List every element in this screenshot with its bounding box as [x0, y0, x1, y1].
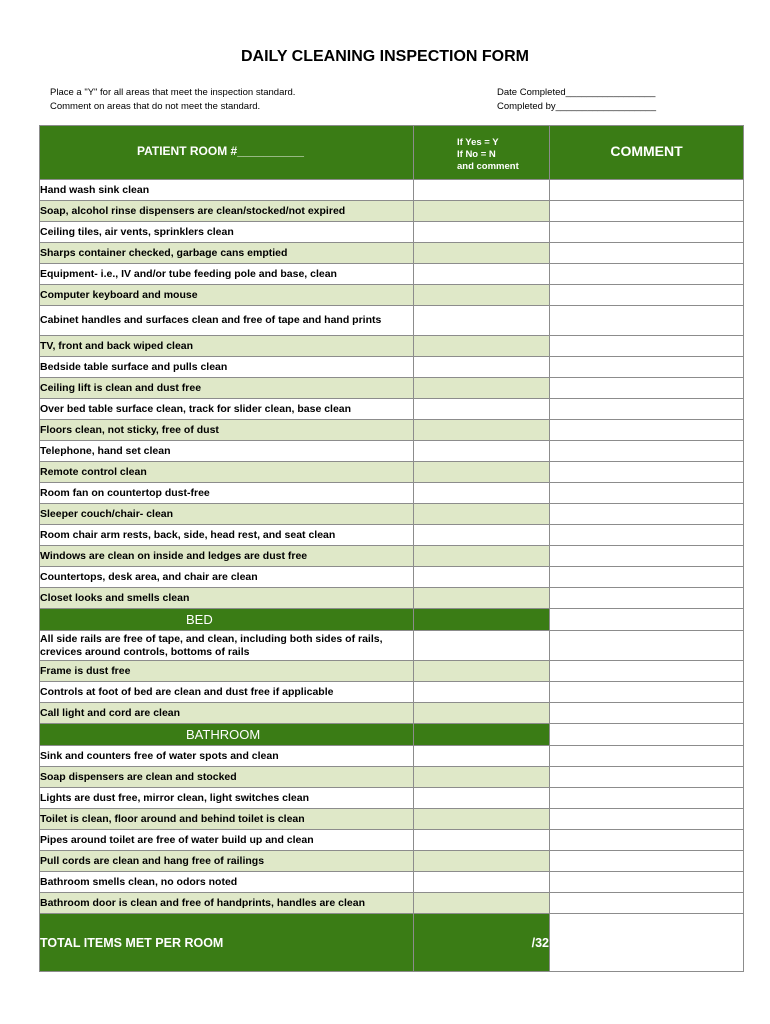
table-row [40, 201, 744, 222]
comment-cell[interactable] [550, 264, 744, 285]
total-value: /32 [414, 914, 550, 972]
section-header [40, 724, 744, 746]
yes-no-cell[interactable] [414, 788, 550, 809]
item-label: Equipment- i.e., IV and/or tube feeding pole and base, clean [40, 264, 414, 285]
table-header [40, 126, 744, 180]
yes-no-cell[interactable] [414, 201, 550, 222]
item-label: Toilet is clean, floor around and behind toilet is clean [40, 809, 414, 830]
yes-no-cell[interactable] [414, 243, 550, 264]
yes-no-cell[interactable] [414, 483, 550, 504]
item-label: Soap dispensers are clean and stocked [40, 767, 414, 788]
table-row [40, 567, 744, 588]
item-label: Lights are dust free, mirror clean, light switches clean [40, 788, 414, 809]
table-row [40, 378, 744, 399]
table-row [40, 809, 744, 830]
yes-no-cell[interactable] [414, 357, 550, 378]
comment-cell[interactable] [550, 285, 744, 306]
section-fill [414, 609, 550, 631]
item-label: Remote control clean [40, 462, 414, 483]
yes-no-cell[interactable] [414, 567, 550, 588]
section-title: BATHROOM [40, 724, 414, 746]
date-completed-field[interactable]: Date Completed_________________ [497, 87, 656, 98]
item-label: Frame is dust free [40, 661, 414, 682]
yes-no-cell[interactable] [414, 285, 550, 306]
item-label: Bathroom door is clean and free of handprints, handles are clean [40, 893, 414, 914]
yes-no-cell[interactable] [414, 264, 550, 285]
comment-cell[interactable] [550, 243, 744, 264]
table-row [40, 399, 744, 420]
table-row [40, 504, 744, 525]
comment-cell[interactable] [550, 746, 744, 767]
table-row [40, 682, 744, 703]
yes-no-cell[interactable] [414, 746, 550, 767]
comment-cell[interactable] [550, 809, 744, 830]
comment-cell[interactable] [550, 420, 744, 441]
yes-no-cell[interactable] [414, 872, 550, 893]
comment-cell[interactable] [550, 661, 744, 682]
comment-cell[interactable] [550, 201, 744, 222]
table-row [40, 306, 744, 336]
table-row [40, 851, 744, 872]
completed-by-field[interactable]: Completed by___________________ [497, 101, 656, 112]
item-label: TV, front and back wiped clean [40, 336, 414, 357]
yes-no-cell[interactable] [414, 682, 550, 703]
table-row [40, 546, 744, 567]
comment-cell[interactable] [550, 180, 744, 201]
comment-cell[interactable] [550, 588, 744, 609]
item-label: Over bed table surface clean, track for slider clean, base clean [40, 399, 414, 420]
item-label: Sharps container checked, garbage cans emptied [40, 243, 414, 264]
item-label: Sink and counters free of water spots and clean [40, 746, 414, 767]
comment-cell[interactable] [550, 504, 744, 525]
table-row [40, 420, 744, 441]
comment-cell[interactable] [550, 703, 744, 724]
section-header [40, 609, 744, 631]
comment-cell[interactable] [550, 546, 744, 567]
total-label: TOTAL ITEMS MET PER ROOM [40, 914, 414, 972]
yes-no-cell[interactable] [414, 222, 550, 243]
table-row [40, 357, 744, 378]
comment-cell[interactable] [550, 631, 744, 661]
section-comment-cell [550, 724, 744, 746]
comment-cell[interactable] [550, 767, 744, 788]
yes-no-cell[interactable] [414, 306, 550, 336]
item-label: All side rails are free of tape, and clean, including both sides of rails, crevices around controls, bottoms of rails [40, 631, 414, 661]
yes-no-cell[interactable] [414, 441, 550, 462]
yes-no-cell[interactable] [414, 399, 550, 420]
instruction-line-1: Place a "Y" for all areas that meet the inspection standard. [50, 87, 296, 98]
yes-no-cell[interactable] [414, 851, 550, 872]
comment-cell[interactable] [550, 483, 744, 504]
yes-no-cell[interactable] [414, 703, 550, 724]
table-row [40, 336, 744, 357]
item-label: Ceiling lift is clean and dust free [40, 378, 414, 399]
item-label: Sleeper couch/chair- clean [40, 504, 414, 525]
yes-no-cell[interactable] [414, 588, 550, 609]
yes-rule: If Yes = Y [457, 137, 499, 148]
yes-no-cell[interactable] [414, 336, 550, 357]
item-label: Controls at foot of bed are clean and dust free if applicable [40, 682, 414, 703]
no-rule: If No = N [457, 149, 496, 160]
yes-no-cell[interactable] [414, 767, 550, 788]
comment-cell[interactable] [550, 378, 744, 399]
table-row [40, 767, 744, 788]
table-row [40, 703, 744, 724]
yes-no-header [414, 126, 550, 180]
item-label: Cabinet handles and surfaces clean and free of tape and hand prints [40, 306, 414, 336]
comment-cell[interactable] [550, 399, 744, 420]
section-fill [414, 724, 550, 746]
comment-cell[interactable] [550, 357, 744, 378]
item-label: Countertops, desk area, and chair are clean [40, 567, 414, 588]
table-row [40, 893, 744, 914]
table-row [40, 483, 744, 504]
item-label: Hand wash sink clean [40, 180, 414, 201]
section-title: BED [40, 609, 414, 631]
table-row [40, 525, 744, 546]
comment-cell[interactable] [550, 306, 744, 336]
item-label: Bedside table surface and pulls clean [40, 357, 414, 378]
item-label: Room chair arm rests, back, side, head rest, and seat clean [40, 525, 414, 546]
item-label: Pipes around toilet are free of water build up and clean [40, 830, 414, 851]
comment-label: COMMENT [610, 143, 683, 159]
yes-no-cell[interactable] [414, 525, 550, 546]
item-label: Floors clean, not sticky, free of dust [40, 420, 414, 441]
table-row [40, 588, 744, 609]
comment-cell[interactable] [550, 222, 744, 243]
table-row [40, 222, 744, 243]
comment-cell[interactable] [550, 525, 744, 546]
yes-no-cell[interactable] [414, 546, 550, 567]
table-row [40, 441, 744, 462]
patient-room-header [40, 126, 414, 180]
item-label: Telephone, hand set clean [40, 441, 414, 462]
yes-no-cell[interactable] [414, 893, 550, 914]
yes-no-cell[interactable] [414, 462, 550, 483]
yes-no-cell[interactable] [414, 661, 550, 682]
item-label: Windows are clean on inside and ledges are dust free [40, 546, 414, 567]
comment-cell[interactable] [550, 893, 744, 914]
table-row [40, 180, 744, 201]
yes-no-cell[interactable] [414, 378, 550, 399]
comment-header [550, 126, 744, 180]
item-label: Computer keyboard and mouse [40, 285, 414, 306]
patient-room-label: PATIENT ROOM #__________ [137, 144, 304, 158]
yes-no-cell[interactable] [414, 504, 550, 525]
item-label: Bathroom smells clean, no odors noted [40, 872, 414, 893]
table-row [40, 830, 744, 851]
table-row [40, 661, 744, 682]
table-row [40, 872, 744, 893]
item-label: Room fan on countertop dust-free [40, 483, 414, 504]
comment-cell[interactable] [550, 567, 744, 588]
item-label: Pull cords are clean and hang free of railings [40, 851, 414, 872]
section-comment-cell [550, 609, 744, 631]
comment-cell[interactable] [550, 336, 744, 357]
comment-cell[interactable] [550, 872, 744, 893]
table-row [40, 746, 744, 767]
comment-cell[interactable] [550, 830, 744, 851]
yes-no-cell[interactable] [414, 180, 550, 201]
comment-cell[interactable] [550, 462, 744, 483]
total-row [40, 914, 744, 972]
yes-no-cell[interactable] [414, 830, 550, 851]
item-label: Closet looks and smells clean [40, 588, 414, 609]
table-row [40, 462, 744, 483]
comment-cell[interactable] [550, 788, 744, 809]
total-comment-cell[interactable] [550, 914, 744, 972]
table-row [40, 243, 744, 264]
comment-rule: and comment [457, 161, 519, 172]
form-title: DAILY CLEANING INSPECTION FORM [240, 48, 530, 65]
table-row [40, 788, 744, 809]
table-row [40, 631, 744, 661]
table-row [40, 285, 744, 306]
comment-cell[interactable] [550, 441, 744, 462]
item-label: Ceiling tiles, air vents, sprinklers clean [40, 222, 414, 243]
item-label: Call light and cord are clean [40, 703, 414, 724]
yes-no-cell[interactable] [414, 809, 550, 830]
yes-no-cell[interactable] [414, 631, 550, 661]
comment-cell[interactable] [550, 682, 744, 703]
instruction-line-2: Comment on areas that do not meet the standard. [50, 101, 261, 112]
item-label: Soap, alcohol rinse dispensers are clean/stocked/not expired [40, 201, 414, 222]
yes-no-cell[interactable] [414, 420, 550, 441]
inspection-table [39, 125, 744, 972]
comment-cell[interactable] [550, 851, 744, 872]
table-row [40, 264, 744, 285]
